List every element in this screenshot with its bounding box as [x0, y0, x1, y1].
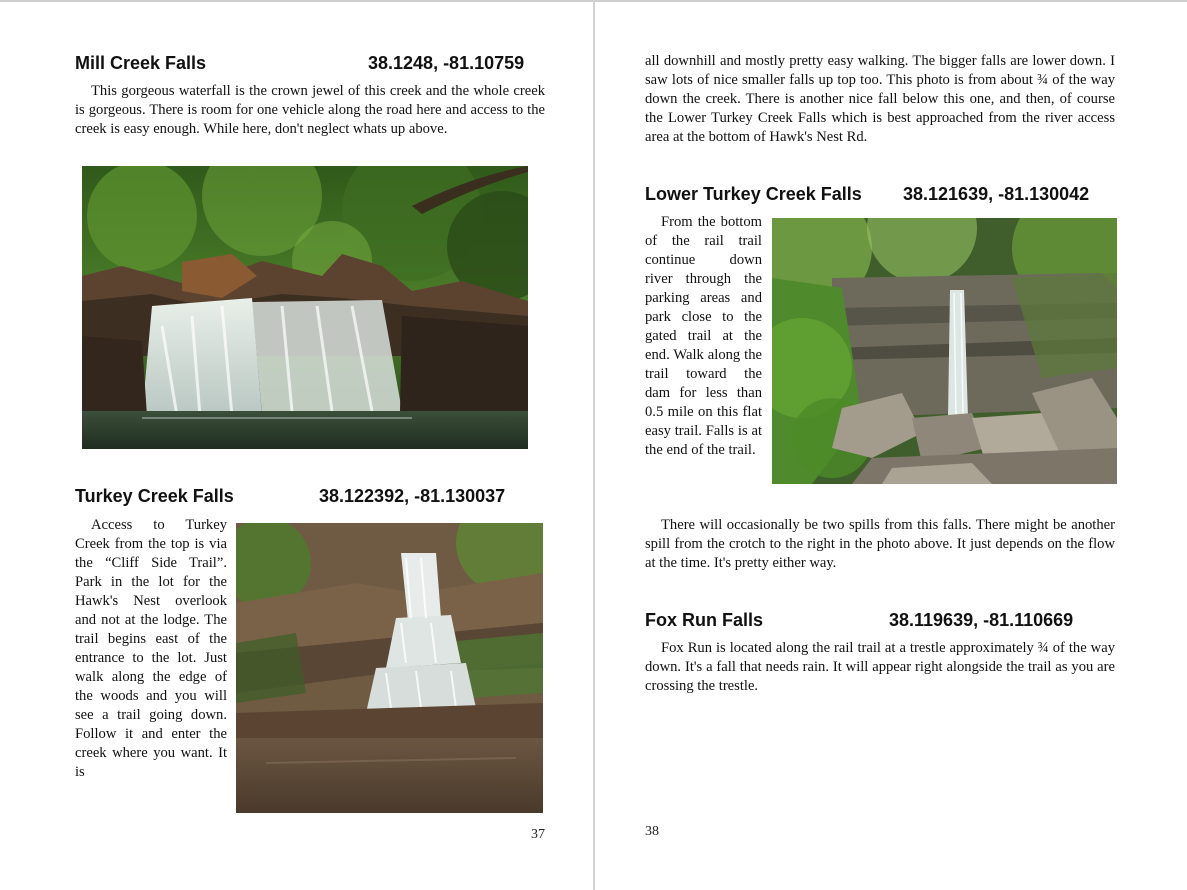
lower-turkey-creek-title: Lower Turkey Creek Falls — [645, 184, 862, 204]
turkey-creek-title: Turkey Creek Falls — [75, 486, 234, 506]
fox-run-title: Fox Run Falls — [645, 610, 764, 630]
mill-creek-falls-photo — [82, 166, 528, 449]
mill-creek-coords: 38.1248, -81.10759 — [368, 53, 525, 73]
lower-turkey-creek-coords: 38.121639, -81.130042 — [903, 184, 1090, 204]
left-page — [0, 0, 593, 890]
turkey-creek-description: Access to Turkey Creek from the top is via the “Cliff Side Trail”. Park in the lot for the Hawk's Nest overlook and not at the lodge. The trail begins east of the entrance to the lot. Just walk along the edge of the woods and you will see a trail going down. Follow it and enter the creek where you want. It is — [75, 517, 227, 780]
turkey-creek-coords: 38.122392, -81.130037 — [319, 486, 506, 506]
turkey-creek-falls-photo — [236, 523, 543, 813]
lower-turkey-creek-heading — [645, 183, 1115, 205]
turkey-creek-heading — [75, 485, 535, 507]
fox-run-description: Fox Run is located along the rail trail at a trestle approximately ¾ of the way down. It's a fall that needs rain. It will appear right alongside the trail as you are crossing the trestle. — [645, 640, 1115, 694]
mill-creek-title: Mill Creek Falls — [75, 53, 207, 73]
lower-turkey-creek-description: From the bottom of the rail trail continue down river through the parking areas and park close to the gated trail at the end. Walk along the trail toward the dam for less than 0.5 mile on this flat easy trail. Falls is at the end of the trail. — [645, 214, 762, 458]
right-page — [595, 0, 1187, 890]
mill-creek-description: This gorgeous waterfall is the crown jewel of this creek and the whole creek is gorgeous. There is room for one vehicle along the road here and access to the creek is easy enough. While here, don't neglect whats up above. — [75, 83, 545, 137]
page-number-right: 38 — [645, 824, 659, 839]
turkey-creek-continuation: all downhill and mostly pretty easy walking. The bigger falls are lower down. I saw lots of nice smaller falls up top too. This photo is from about ¾ of the way down the creek. There is another nice fall below this one, and then, of course the Lower Turkey Creek Falls which is best approached from the river access area at the bottom of Hawk's Nest Rd. — [645, 53, 1115, 145]
page-number-left: 37 — [531, 827, 545, 842]
fox-run-heading — [645, 609, 1115, 631]
lower-turkey-creek-falls-photo — [772, 218, 1117, 484]
mill-creek-heading — [75, 52, 535, 74]
fox-run-coords: 38.119639, -81.110669 — [889, 610, 1074, 630]
lower-turkey-creek-note: There will occasionally be two spills from this falls. There might be another spill from the crotch to the right in the photo above. It just depends on the flow at the time. It's pretty either way. — [645, 517, 1115, 571]
